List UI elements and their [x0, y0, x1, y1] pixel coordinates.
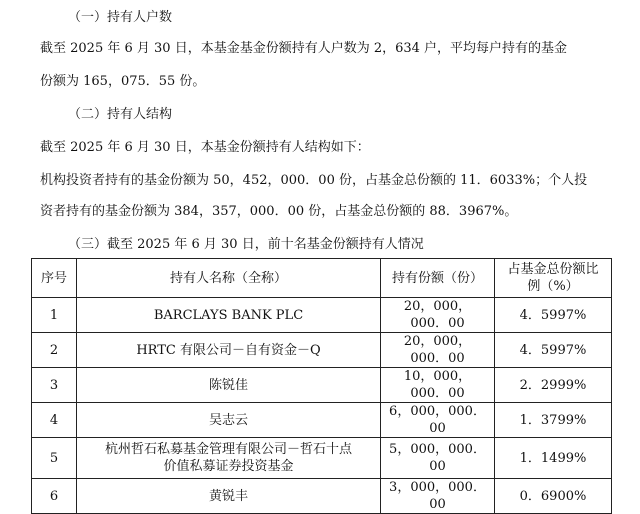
cell-shares: 20，000，000．00	[381, 298, 495, 333]
cell-seq: 5	[32, 438, 77, 479]
cell-ratio: 4．5997%	[495, 333, 612, 368]
cell-holder-name: HRTC 有限公司－自有资金－Q	[77, 333, 381, 368]
header-holder-name: 持有人名称（全称）	[77, 259, 381, 298]
table-row	[32, 333, 612, 368]
cell-seq: 4	[32, 403, 77, 438]
header-ratio	[495, 259, 612, 298]
section-1-paragraph-line-2: 份额为 165，075．55 份。	[40, 74, 206, 89]
header-shares: 持有份额（份）	[381, 259, 495, 298]
section-2-paragraph-2-line-2: 资者持有的基金份额为 384，357，000．00 份，占基金总份额的 88．3967%。	[40, 204, 518, 219]
cell-shares: 5，000，000．00	[381, 438, 495, 479]
section-2-paragraph-2-line-1: 机构投资者持有的基金份额为 50，452，000．00 份，占基金总份额的 11．6033%；个人投	[40, 173, 588, 188]
holder-name-line-1: 杭州哲石私募基金管理有限公司－哲石十点	[104, 442, 352, 457]
header-ratio-line-1: 占基金总份额比	[507, 262, 599, 277]
holder-name-line-2: 价值私募证券投资基金	[163, 459, 294, 474]
cell-shares: 10，000，000．00	[381, 368, 495, 403]
section-2-paragraph-1: 截至 2025 年 6 月 30 日，本基金份额持有人结构如下：	[40, 140, 370, 155]
header-ratio-line-2: 例（%）	[527, 279, 579, 294]
table-row	[32, 298, 612, 333]
section-3-title: （三）截至 2025 年 6 月 30 日，前十名基金份额持有人情况	[68, 237, 424, 252]
cell-shares: 20，000，000．00	[381, 333, 495, 368]
cell-ratio: 4．5997%	[495, 298, 612, 333]
cell-ratio: 2．2999%	[495, 368, 612, 403]
top-holders-table	[31, 258, 612, 514]
section-1-title: （一）持有人户数	[68, 10, 173, 25]
table-row	[32, 438, 612, 479]
table-row	[32, 403, 612, 438]
cell-ratio: 0．6900%	[495, 479, 612, 514]
section-2-title: （二）持有人结构	[68, 107, 173, 122]
cell-holder-name	[77, 438, 381, 479]
cell-holder-name: 吴志云	[77, 403, 381, 438]
cell-seq: 2	[32, 333, 77, 368]
cell-holder-name: 黄锐丰	[77, 479, 381, 514]
cell-ratio: 1．3799%	[495, 403, 612, 438]
table-header-row	[32, 259, 612, 298]
section-1-paragraph-line-1: 截至 2025 年 6 月 30 日，本基金基金份额持有人户数为 2，634 户，平均每户持有的基金	[40, 41, 568, 56]
cell-seq: 1	[32, 298, 77, 333]
cell-holder-name: BARCLAYS BANK PLC	[77, 298, 381, 333]
cell-ratio: 1．1499%	[495, 438, 612, 479]
cell-holder-name: 陈锐佳	[77, 368, 381, 403]
cell-shares: 6，000，000．00	[381, 403, 495, 438]
table-row	[32, 479, 612, 514]
header-seq: 序号	[32, 259, 77, 298]
cell-shares: 3，000，000．00	[381, 479, 495, 514]
cell-seq: 6	[32, 479, 77, 514]
table-row	[32, 368, 612, 403]
cell-seq: 3	[32, 368, 77, 403]
